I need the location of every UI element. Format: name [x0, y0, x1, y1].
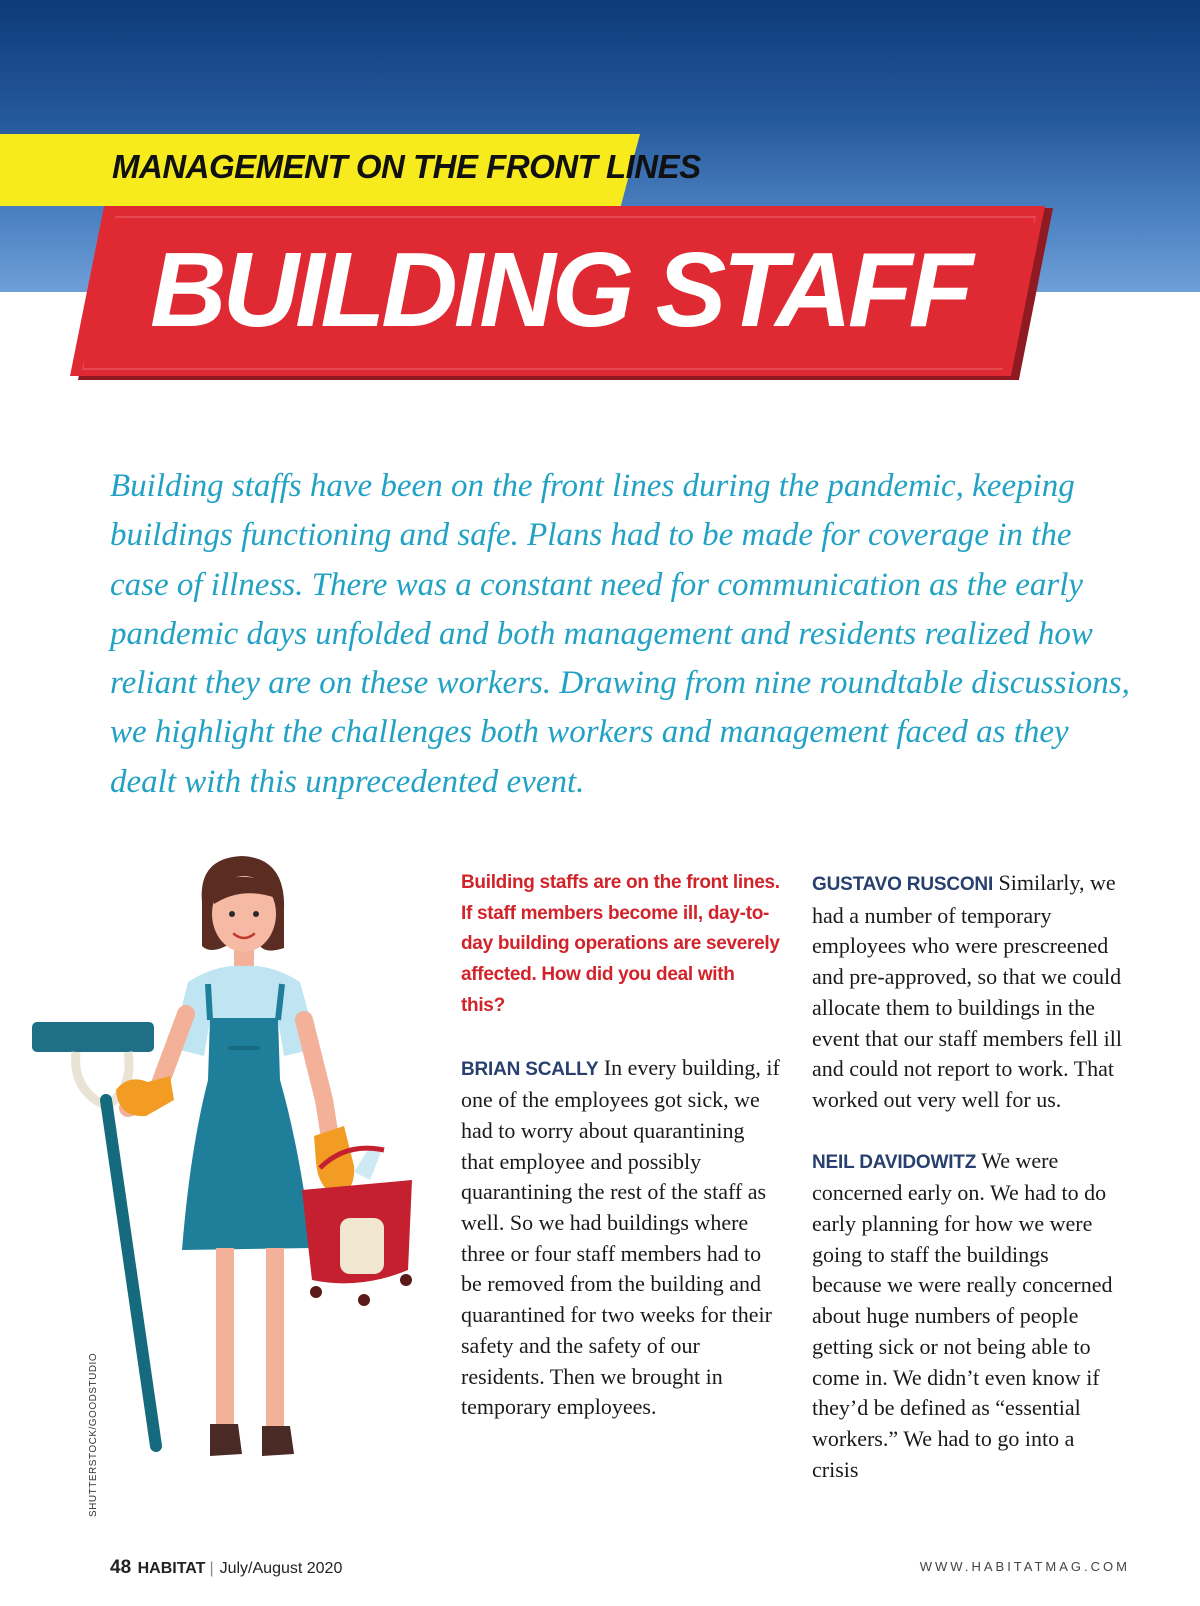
cleaning-worker-illustration: [20, 850, 440, 1510]
right-shoe: [262, 1426, 294, 1456]
page-title: BUILDING STAFF: [150, 231, 970, 349]
speaker-name: GUSTAVO RUSCONI: [812, 874, 994, 895]
article-column-right: [812, 868, 1122, 1515]
wheel-right: [400, 1274, 412, 1286]
right-leg: [266, 1248, 284, 1428]
intro-paragraph: Building staffs have been on the front lines during the pandemic, keeping buildings functioning and safe. Plans had to be made for coverage in the case of illness. There was a constant need for communication as the early pandemic days unfolded and both management and residents realized how reliant they are on these workers. Drawing from nine roundtable discussions, we highlight the challenges both workers and management faced as they dealt with this unprecedented event.: [110, 468, 1130, 800]
wheel-middle: [358, 1294, 370, 1306]
cloth: [340, 1218, 384, 1274]
answer-paragraph: [461, 1053, 781, 1423]
answer-text: Similarly, we had a number of temporary employees who were prescreened and pre-approved, so that we could allocate them to buildings in the event that our staff members fell ill and could not report to work. That worked out very well for us.: [812, 870, 1122, 1112]
right-arm: [304, 1020, 332, 1150]
page-number: 48: [110, 1557, 132, 1578]
wheel-left: [310, 1286, 322, 1298]
issue-date: July/August 2020: [219, 1560, 343, 1577]
magazine-name: HABITAT: [137, 1560, 206, 1577]
website-link[interactable]: WWW.HABITATMAG.COM: [919, 1559, 1130, 1574]
right-eye: [253, 911, 259, 917]
apron-strap-right: [278, 984, 282, 1020]
answer-paragraph: [812, 1146, 1122, 1486]
apron-strap-left: [208, 984, 210, 1020]
mop-head: [32, 1022, 154, 1052]
apron-pocket: [228, 1046, 260, 1050]
photo-credit: SHUTTERSTOCK/GOODSTUDIO: [88, 1352, 99, 1517]
footer-separator: |: [209, 1560, 214, 1577]
article-column-left: [461, 868, 781, 1453]
answer-text: We were concerned early on. We had to do early planning for how we were going to staff the buildings because we were really concerned about huge numbers of people getting sick or not being able to come in. We didn’t even know if they’d be defined as “essential workers.” We had to go into a crisis: [812, 1147, 1113, 1482]
left-leg: [216, 1248, 234, 1428]
left-shoe: [210, 1424, 242, 1456]
speaker-name: BRIAN SCALLY: [461, 1058, 599, 1080]
mop-handle: [106, 1100, 156, 1446]
answer-paragraph: [812, 868, 1122, 1116]
left-eye: [229, 911, 235, 917]
answer-text: In every building, if one of the employees got sick, we had to worry about quarantining that employee and possibly quarantining the rest of the staff as well. So we had buildings where three or four staff members had to be removed from the building and quarantined for two weeks for their safety and the safety of our residents. Then we brought in temporary employees.: [461, 1054, 780, 1420]
right-glove: [314, 1126, 354, 1196]
question: Building staffs are on the front lines. If staff members become ill, day-to-day building operations are severely affected. How did you deal with this?: [461, 872, 780, 1016]
section-kicker: MANAGEMENT ON THE FRONT LINES: [112, 148, 701, 185]
speaker-name: NEIL DAVIDOWITZ: [812, 1151, 977, 1173]
page-footer: [110, 1557, 342, 1579]
